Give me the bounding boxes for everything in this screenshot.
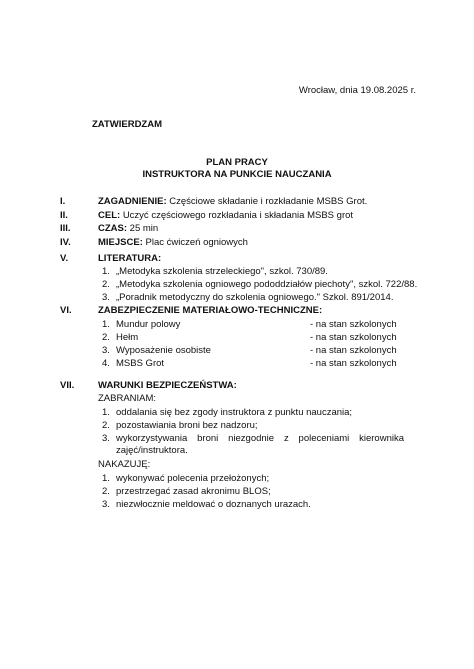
order-label: NAKAZUJĘ: — [98, 459, 151, 470]
list-number: 2. — [102, 420, 110, 431]
list-number: 3. — [102, 433, 110, 444]
list-number: 1. — [102, 319, 110, 330]
list-item: pozostawiania broni bez nadzoru; — [116, 420, 258, 431]
section-number: VI. — [60, 305, 72, 316]
list-number: 1. — [102, 266, 110, 277]
list-number: 3. — [102, 499, 110, 510]
list-number: 3. — [102, 292, 110, 303]
section-label: ZABEZPIECZENIE MATERIAŁOWO-TECHNICZNE: — [98, 305, 323, 316]
section-number: IV. — [60, 237, 71, 248]
section-label: MIEJSCE: — [98, 237, 143, 248]
title-line-1: PLAN PRACY — [206, 157, 268, 168]
list-item-quantity: - na stan szkolonych — [310, 332, 397, 343]
section-label: WARUNKI BEZPIECZEŃSTWA: — [98, 380, 237, 391]
section-number: III. — [60, 223, 71, 234]
list-item: Hełm — [116, 332, 139, 343]
list-item: niezwłocznie meldować o doznanych urazach. — [116, 499, 311, 510]
section-line — [98, 210, 353, 221]
section-line — [98, 223, 158, 234]
list-item: Wyposażenie osobiste — [116, 345, 211, 356]
list-item: Mundur polowy — [116, 319, 181, 330]
list-number: 1. — [102, 473, 110, 484]
list-item-quantity: - na stan szkolonych — [310, 358, 397, 369]
list-item: MSBS Grot — [116, 358, 165, 369]
list-item: „Metodyka szkolenia strzeleckiego", szkol. 730/89. — [116, 266, 328, 277]
list-item: oddalania się bez zgody instruktora z punktu nauczania; — [116, 407, 353, 418]
section-text: Plac ćwiczeń ogniowych — [145, 237, 248, 248]
list-item-quantity: - na stan szkolonych — [310, 345, 397, 356]
section-text: Uczyć częściowego rozkładania i składania MSBS grot — [122, 210, 354, 221]
section-number: I. — [60, 196, 66, 207]
title-line-2: INSTRUKTORA NA PUNKCIE NAUCZANIA — [142, 169, 332, 180]
list-item-quantity: - na stan szkolonych — [310, 319, 397, 330]
section-line — [98, 237, 248, 248]
section-number: V. — [60, 253, 69, 264]
list-number: 1. — [102, 407, 110, 418]
section-label: CZAS: — [98, 223, 128, 234]
list-item: wykonywać polecenia przełożonych; — [116, 473, 270, 484]
list-item-continuation: zajęć/instruktora. — [116, 445, 188, 456]
list-number: 3. — [102, 345, 110, 356]
approval-label: ZATWIERDZAM — [92, 119, 163, 130]
section-label: CEL: — [98, 210, 121, 221]
section-number: II. — [60, 210, 68, 221]
list-item: przestrzegać zasad akronimu BLOS; — [116, 486, 271, 497]
list-number: 2. — [102, 332, 110, 343]
list-item: „Poradnik metodyczny do szkolenia ogniowego." Szkol. 891/2014. — [116, 292, 394, 303]
section-line — [98, 196, 367, 207]
section-label: ZAGADNIENIE: — [98, 196, 167, 207]
list-number: 2. — [102, 486, 110, 497]
list-number: 4. — [102, 358, 110, 369]
list-number: 2. — [102, 279, 110, 290]
section-text: 25 min — [129, 223, 159, 234]
place-date: Wrocław, dnia 19.08.2025 r. — [298, 85, 416, 96]
list-item: wykorzystywania broni niezgodnie z poleceniami kierownika — [116, 433, 404, 444]
section-text: Częściowe składanie i rozkładanie MSBS Grot. — [169, 196, 368, 207]
section-label: LITERATURA: — [98, 253, 162, 264]
forbid-label: ZABRANIAM: — [98, 393, 157, 404]
section-number: VII. — [60, 380, 75, 391]
list-item: „Metodyka szkolenia ogniowego pododdziałów piechoty", szkol. 722/88. — [116, 279, 418, 290]
